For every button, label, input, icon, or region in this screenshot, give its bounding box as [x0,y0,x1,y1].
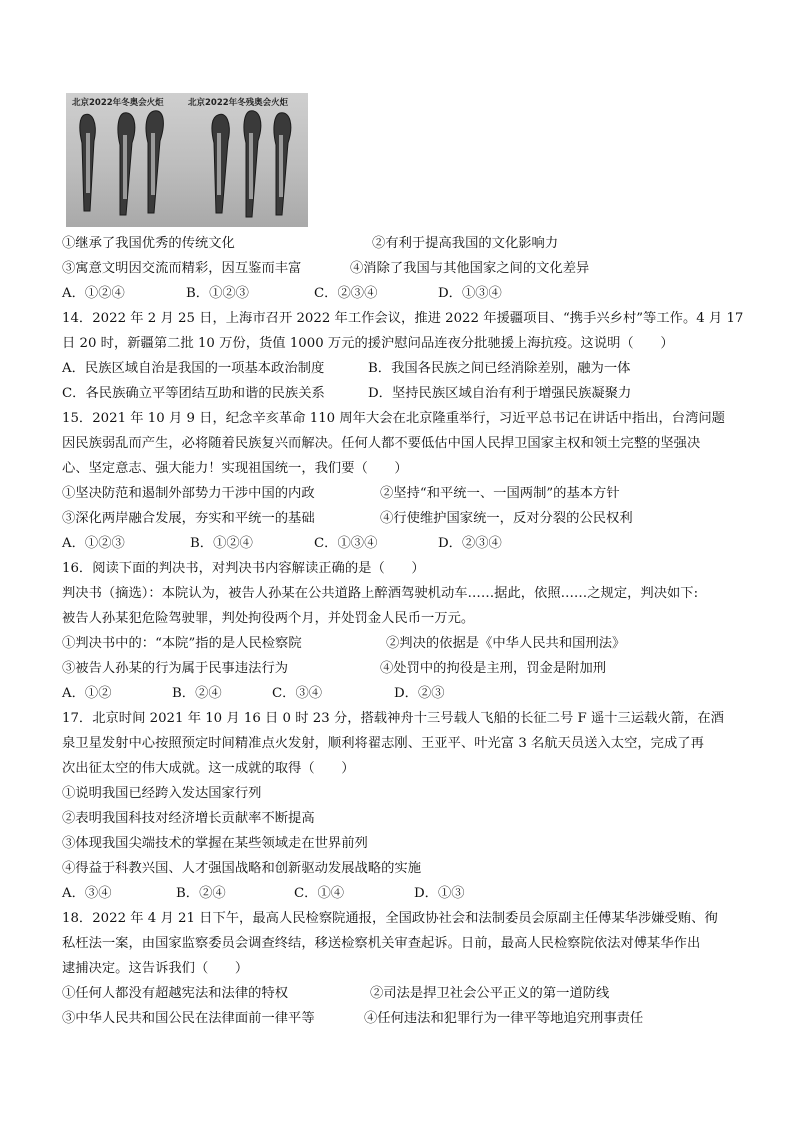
q16-stem-line-1: 16．阅读下面的判决书，对判决书内容解读正确的是（ ） [62,561,425,576]
q16-statement-4: ④处罚中的拘役是主刑，罚金是附加刑 [380,661,607,676]
torch-photo [66,93,308,227]
q15-statement-4: ④行使维护国家统一，反对分裂的公民权利 [380,511,633,526]
q13-statement-3: ③寓意文明因交流而精彩，因互鉴而丰富 [62,261,302,276]
q16-statement-3: ③被告人孙某的行为属于民事违法行为 [62,661,289,676]
q15-statement-3: ③深化两岸融合发展，夯实和平统一的基础 [62,511,315,526]
q13-choice-c: C．②③④ [314,286,378,301]
q15-choice-d: D．②③④ [438,536,502,551]
q18-statement-4: ④任何违法和犯罪行为一律平等地追究刑事责任 [364,1011,644,1026]
q14-choice-d: D．坚持民族区域自治有利于增强民族凝聚力 [368,386,632,401]
q15-choice-b: B．①②④ [190,536,253,551]
q17-statement-4: ④得益于科教兴国、人才强国战略和创新驱动发展战略的实施 [62,861,422,876]
q13-choice-a: A．①②④ [62,286,125,301]
caption-olympic-torch: 北京2022年冬奥会火炬 [72,98,164,108]
q13-choice-d: D．①③④ [438,286,502,301]
q16-choice-c: C．③④ [272,686,323,701]
q15-stem-line-1: 15．2021 年 10 月 9 日，纪念辛亥革命 110 周年大会在北京隆重举行，习近平总书记在讲话中指出，台湾问题 [62,411,725,426]
q15-choice-c: C．①③④ [314,536,378,551]
q13-choice-b: B．①②③ [186,286,249,301]
q16-stem-line-3: 被告人孙某犯危险驾驶罪，判处拘役两个月，并处罚金人民币一万元。 [62,611,475,626]
q17-stem-line-3: 次出征太空的伟大成就。这一成就的取得（ ） [62,761,355,776]
q17-stem-line-2: 泉卫星发射中心按照预定时间精准点火发射，顺利将翟志刚、王亚平、叶光富 3 名航天员送入太空，完成了再 [62,736,704,751]
q14-choice-b: B．我国各民族之间已经消除差别，融为一体 [368,361,631,376]
q17-statement-2: ②表明我国科技对经济增长贡献率不断提高 [62,811,315,826]
q16-choice-b: B．②④ [172,686,222,701]
q18-stem-line-1: 18．2022 年 4 月 21 日下午，最高人民检察院通报，全国政协社会和法制委员会原副主任傅某华涉嫌受贿、徇 [62,911,718,926]
q16-statement-2: ②判决的依据是《中华人民共和国刑法》 [386,636,626,651]
q15-choice-a: A．①②③ [62,536,125,551]
q15-stem-line-3: 心、坚定意志、强大能力！实现祖国统一，我们要（ ） [62,461,408,476]
q16-choice-d: D．②③ [394,686,445,701]
q18-statement-1: ①任何人都没有超越宪法和法律的特权 [62,986,289,1001]
q17-choice-c: C．①④ [294,886,345,901]
q13-statement-4: ④消除了我国与其他国家之间的文化差异 [350,261,590,276]
q16-statement-1: ①判决书中的：“本院”指的是人民检察院 [62,636,302,651]
q18-statement-2: ②司法是捍卫社会公平正义的第一道防线 [370,986,610,1001]
q17-choice-d: D．①③ [414,886,465,901]
q17-choice-a: A．③④ [62,886,112,901]
q17-statement-1: ①说明我国已经跨入发达国家行列 [62,786,262,801]
q16-stem-line-2: 判决书（摘选）：本院认为，被告人孙某在公共道路上醉酒驾驶机动车……据此，依照……之规定，判决如下: [62,586,699,601]
q15-statement-1: ①坚决防范和遏制外部势力干涉中国的内政 [62,486,315,501]
q18-stem-line-3: 逮捕决定。这告诉我们（ ） [62,961,249,976]
q14-choice-a: A．民族区域自治是我国的一项基本政治制度 [62,361,325,376]
q18-stem-line-2: 私枉法一案，由国家监察委员会调查终结，移送检察机关审查起诉。日前，最高人民检察院依法对傅某华作出 [62,936,701,951]
q13-statement-2: ②有利于提高我国的文化影响力 [372,236,559,251]
torch-illustration [66,93,308,227]
q17-stem-line-1: 17．北京时间 2021 年 10 月 16 日 0 时 23 分，搭载神舟十三号载人飞船的长征二号 F 遥十三运载火箭，在酒 [62,711,724,726]
q15-statement-2: ②坚持“和平统一、一国两制”的基本方针 [380,486,620,501]
q17-choice-b: B．②④ [176,886,226,901]
q13-statement-1: ①继承了我国优秀的传统文化 [62,236,235,251]
q18-statement-3: ③中华人民共和国公民在法律面前一律平等 [62,1011,315,1026]
q14-stem-line-1: 14．2022 年 2 月 25 日，上海市召开 2022 年工作会议，推进 2022 年援疆项目、“携手兴乡村”等工作。4 月 17 [62,311,744,326]
q17-statement-3: ③体现我国尖端技术的掌握在某些领域走在世界前列 [62,836,368,851]
q16-choice-a: A．①② [62,686,112,701]
q15-stem-line-2: 因民族弱乱而产生，必将随着民族复兴而解决。任何人都不要低估中国人民捍卫国家主权和领土完整的坚强决 [62,436,701,451]
q14-choice-c: C．各民族确立平等团结互助和谐的民族关系 [62,386,325,401]
caption-paralympic-torch: 北京2022年冬残奥会火炬 [188,98,289,108]
q14-stem-line-2: 日 20 时，新疆第二批 10 万份，货值 1000 万元的援沪慰问品连夜分批驰援上海抗疫。这说明（ ） [62,336,674,351]
